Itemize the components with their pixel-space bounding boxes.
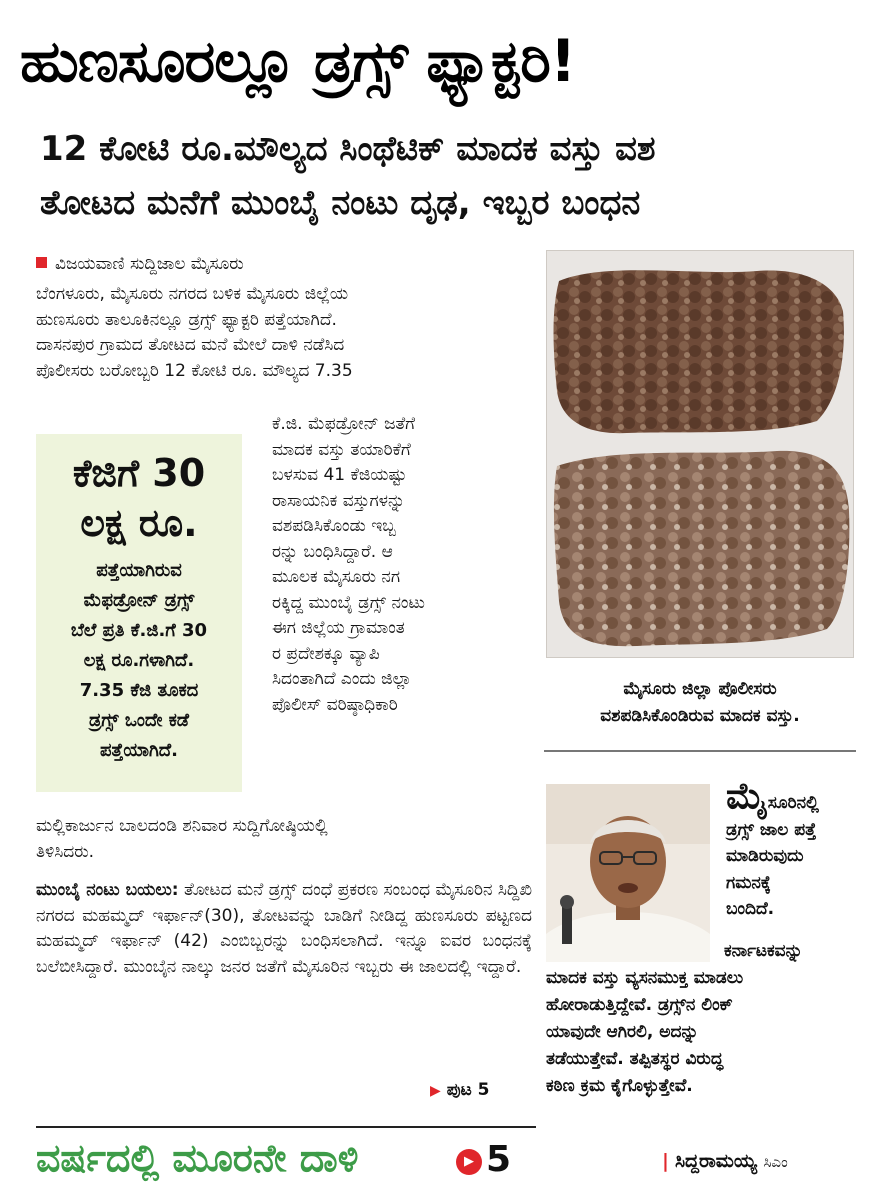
callout-headline-line: ಲಕ್ಷ ರೂ. <box>80 501 198 545</box>
text-line: ಬೆಂಗಳೂರು, ಮೈಸೂರು ನಗರದ ಬಳಿಕ ಮೈಸೂರು ಜಿಲ್ಲೆಯ <box>36 284 349 304</box>
section-divider <box>544 750 856 752</box>
text-line: ಈಗ ಜಿಲ್ಲೆಯ ಗ್ರಾಮಾಂತ <box>272 618 405 638</box>
quote-line: ಕಠಿಣ ಕ್ರಮ ಕೈಗೊಳ್ಳುತ್ತೇವೆ. <box>546 1076 693 1096</box>
footer-title: ವರ್ಷದಲ್ಲಿ ಮೂರನೇ ದಾಳಿ <box>36 1136 359 1180</box>
caption-line: ಮೈಸೂರು ಜಿಲ್ಲಾ ಪೊಲೀಸರು <box>623 679 777 699</box>
quote-line: ಯಾವುದೇ ಆಗಿರಲಿ, ಅದನ್ನು <box>546 1022 699 1042</box>
callout-line: ಲಕ್ಷ ರೂ.ಗಳಾಗಿದೆ. <box>83 650 195 671</box>
caption-line: ವಶಪಡಿಸಿಕೊಂಡಿರುವ ಮಾದಕ ವಸ್ತು. <box>600 706 800 726</box>
text-line: ಕೆ.ಜಿ. ಮೆಫಡ್ರೋನ್ ಜತೆಗೆ <box>272 414 416 434</box>
seized-drugs-photo <box>546 250 854 658</box>
text-line: ರಕ್ಕಿದ್ದ ಮುಂಬೈ ಡ್ರಗ್ಸ್ ನಂಟು <box>272 592 425 613</box>
callout-box <box>36 434 242 792</box>
continued-page-ref[interactable] <box>430 1080 489 1100</box>
drugs-image <box>547 251 854 658</box>
callout-headline-line: ಕೆಜಿಗೆ 30 <box>72 451 206 495</box>
text-line: ರನ್ನು ಬಂಧಿಸಿದ್ದಾರೆ. ಆ <box>272 541 393 562</box>
text-line: ರಾಸಾಯನಿಕ ವಸ್ತುಗಳನ್ನು <box>272 490 406 511</box>
text-line: ವಶಪಡಿಸಿಕೊಂಡು ಇಬ್ಬ <box>272 516 396 536</box>
person-photo <box>546 784 710 962</box>
text-line: ಹುಣಸೂರು ತಾಲೂಕಿನಲ್ಲೂ ಡ್ರಗ್ಸ್ ಫ್ಯಾಕ್ಟರಿ ಪತ್ತೆಯಾಗಿದೆ. <box>36 309 337 330</box>
quote-line: ಮಾಡಿರುವುದು <box>726 846 804 866</box>
quote-line: ಗಮನಕ್ಕೆ <box>726 872 771 893</box>
text-line: ಮಲ್ಲಿಕಾರ್ಜುನ ಬಾಲದಂಡಿ ಶನಿವಾರ ಸುದ್ದಿಗೋಷ್ಠಿಯಲ್ಲಿ <box>36 816 328 836</box>
callout-line: ಪತ್ತೆಯಾಗಿರುವ <box>96 560 182 581</box>
callout-line: ಮೆಫಡ್ರೋನ್ ಡ್ರಗ್ಸ್ <box>83 590 195 611</box>
text-line: ಪೊಲೀಸ್ ವರಿಷ್ಠಾಧಿಕಾರಿ <box>272 694 398 715</box>
quote-line: ಸೂರಿನಲ್ಲಿ <box>767 793 819 813</box>
subheadline-2: ತೋಟದ ಮನೆಗೆ ಮುಂಬೈ ನಂಟು ದೃಢ, ಇಬ್ಬರ ಬಂಧನ <box>40 183 641 223</box>
paragraph-text: ತೋಟದ ಮನೆ ಡ್ರಗ್ಸ್ ದಂಧೆ ಪ್ರಕರಣ ಸಂಬಂಧ ಮೈಸೂರಿನ ಸಿದ್ದಿಖಿ ನಗರದ ಮಹಮ್ಮದ್ ಇರ್ಫಾನ್(30), ತೋಟವನ್ನು ಬಾಡಿಗೆ ನೀಡಿದ್ದ ಹುಣಸೂರು ಪಟ್ಟಣದ ಮಹಮ್ಮದ್ ಇರ್ಫಾನ್ (42) ಎಂಬಿಬ್ಬರನ್ನು ಬಂಧಿಸಲಾಗಿದೆ. ಇನ್ನೂ ಐವರ ಬಂಧನಕ್ಕೆ ಬಲೆಬೀಸಿದ್ದಾರೆ. ಮುಂಬೈನ ನಾಲ್ಕು ಜನರ ಜತೆಗೆ ಮೈಸೂರಿನ ಇಬ್ಬರು ಈ ಜಾಲದಲ್ಲಿ ಇದ್ದಾರೆ. <box>36 880 533 977</box>
quote-line: ಮಾದಕ ವಸ್ತು ವ್ಯಸನಮುಕ್ತ ಮಾಡಲು <box>546 968 744 988</box>
quote-dropcap: ಮೈ <box>726 776 768 817</box>
play-icon: ▶ <box>430 1083 441 1099</box>
quote-line: ತಡೆಯುತ್ತೇವೆ. ತಪ್ಪಿತಸ್ಥರ ವಿರುದ್ಧ <box>546 1049 724 1069</box>
signature-bar: | <box>662 1150 669 1172</box>
quote-author: ಸಿದ್ದರಾಮಯ್ಯ <box>674 1150 757 1172</box>
text-line: ತಿಳಿಸಿದರು. <box>36 841 95 862</box>
red-square-icon <box>36 257 47 268</box>
text-line: ದಾಸನಪುರ ಗ್ರಾಮದ ತೋಟದ ಮನೆ ಮೇಲೆ ದಾಳಿ ನಡೆಸಿದ <box>36 335 345 355</box>
quote-line: ಡ್ರಗ್ಸ್ ಜಾಲ ಪತ್ತೆ <box>726 819 817 840</box>
dateline-text: ವಿಜಯವಾಣಿ ಸುದ್ದಿಜಾಲ ಮೈಸೂರು <box>55 254 244 274</box>
chief-minister-portrait <box>546 784 710 962</box>
play-icon: ▶ <box>456 1149 482 1175</box>
quote-line: ಕರ್ನಾಟಕವನ್ನು <box>724 941 803 961</box>
paragraph-lead: ಮುಂಬೈ ನಂಟು ಬಯಲು: <box>36 880 179 900</box>
page-ref-label: ಪುಟ 5 <box>446 1080 490 1100</box>
article-paragraph-1 <box>36 282 532 384</box>
footer-divider <box>36 1126 536 1128</box>
quote-line: ಹೋರಾಡುತ್ತಿದ್ದೇವೆ. ಡ್ರಗ್ಸ್‌ನ ಲಿಂಕ್ <box>546 995 733 1015</box>
quote-author-title: ಸಿಎಂ <box>763 1153 788 1171</box>
text-line: ಮಾದಕ ವಸ್ತು ತಯಾರಿಕೆಗೆ <box>272 439 411 460</box>
footer-page-number: 5 <box>486 1139 512 1180</box>
article-column <box>272 412 527 718</box>
article-paragraph-2 <box>36 878 532 980</box>
quote-line: ಬಂದಿದೆ. <box>726 899 775 919</box>
callout-line: ಪತ್ತೆಯಾಗಿದೆ. <box>100 740 178 761</box>
text-line: ರ ಪ್ರದೇಶಕ್ಕೂ ವ್ಯಾಪಿ <box>272 643 380 664</box>
quote-signature <box>662 1150 788 1172</box>
quote-top <box>726 776 856 923</box>
text-line: ಪೊಲೀಸರು ಬರೋಬ್ಬರಿ 12 ಕೋಟಿ ರೂ. ಮೌಲ್ಯದ 7.35 <box>36 360 353 381</box>
quote-bottom <box>546 938 856 1100</box>
photo-caption <box>550 676 850 730</box>
text-line: ಮೂಲಕ ಮೈಸೂರು ನಗ <box>272 567 401 587</box>
article-paragraph-1-end <box>36 814 532 865</box>
callout-line: 7.35 ಕೆಜಿ ತೂಕದ <box>79 680 199 701</box>
dateline <box>36 252 244 276</box>
footer-page-ref[interactable] <box>456 1140 511 1180</box>
callout-body <box>36 556 242 766</box>
subheadline-1: 12 ಕೋಟಿ ರೂ.ಮೌಲ್ಯದ ಸಿಂಥೆಟಿಕ್ ಮಾದಕ ವಸ್ತು ವಶ <box>40 129 656 169</box>
quote-first-line <box>726 776 856 817</box>
text-line: ಬಳಸುವ 41 ಕೆಜಿಯಷ್ಟು <box>272 465 407 485</box>
headline: ಹುಣಸೂರಲ್ಲೂ ಡ್ರಗ್ಸ್ ಫ್ಯಾಕ್ಟರಿ! <box>20 27 576 95</box>
callout-line: ಡ್ರಗ್ಸ್ ಒಂದೇ ಕಡೆ <box>89 710 189 731</box>
text-line: ಸಿದಂತಾಗಿದೆ ಎಂದು ಜಿಲ್ಲಾ <box>272 669 412 689</box>
callout-line: ಬೆಲೆ ಪ್ರತಿ ಕೆ.ಜಿ.ಗೆ 30 <box>70 620 208 641</box>
